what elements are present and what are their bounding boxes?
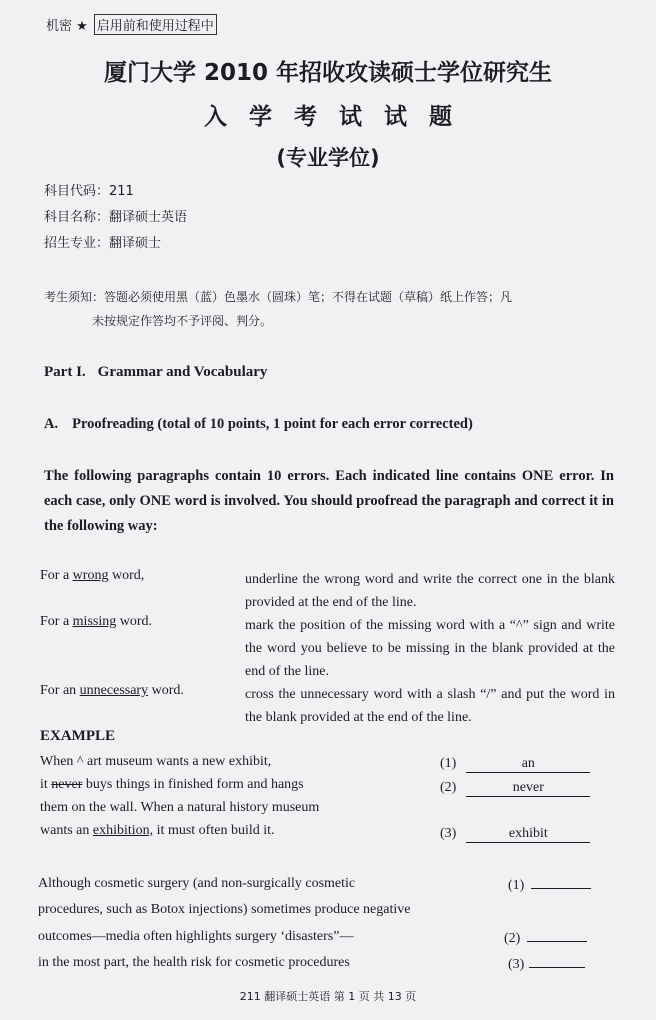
answer-number: (2) xyxy=(504,931,521,946)
example-answer-1 xyxy=(440,754,590,773)
example-line-1: When ^ art museum wants a new exhibit, xyxy=(40,754,272,769)
part-heading xyxy=(44,364,267,381)
part-title: Grammar and Vocabulary xyxy=(97,364,268,380)
example-line-4 xyxy=(40,823,275,839)
example-text: it must often build it. xyxy=(153,823,275,838)
candidate-notice xyxy=(44,285,624,333)
confidential-label: 机密 ★ xyxy=(46,19,88,34)
example-text: it xyxy=(40,777,52,792)
page-footer: 211 翻译硕士英语 第 1 页 共 13 页 xyxy=(239,990,417,1003)
struck-word: never xyxy=(51,777,83,792)
rule-keyword: unnecessary xyxy=(79,683,149,698)
rule-label-prefix: For a xyxy=(40,614,73,629)
example-heading: EXAMPLE xyxy=(40,728,115,744)
enrollment-major: 招生专业：翻译硕士 xyxy=(44,236,162,251)
example-answer-3 xyxy=(440,824,590,843)
rule-keyword: wrong xyxy=(72,568,109,583)
notice-line-1: 考生须知：答题必须使用黑（蓝）色墨水（圆珠）笔；不得在试题（草稿）纸上作答；凡 xyxy=(44,290,513,304)
passage-line-1: Although cosmetic surgery (and non-surgically cosmetic xyxy=(38,876,356,891)
confidential-header xyxy=(46,14,217,35)
section-letter: A. xyxy=(44,416,59,432)
notice-line-2: 未按规定作答均不予评阅、判分。 xyxy=(92,314,273,328)
answer-number: (3) xyxy=(508,957,525,972)
rule-label-wrong xyxy=(40,568,144,584)
underlined-word: exhibition, xyxy=(92,823,154,838)
rule-desc-missing: mark the position of the missing word with a “^” sign and write the word you believe to be missing in the blank provided at the end of the line. xyxy=(245,618,615,679)
example-line-2 xyxy=(40,777,304,793)
rule-label-prefix: For a xyxy=(40,568,73,583)
rule-label-suffix: word. xyxy=(148,683,184,698)
rule-keyword: missing xyxy=(72,614,117,629)
passage-line-2: procedures, such as Botox injections) sometimes produce negative xyxy=(38,902,411,917)
rule-label-missing xyxy=(40,614,152,630)
section-title: Proofreading (total of 10 points, 1 point for each error corrected) xyxy=(72,416,473,432)
answer-number: (2) xyxy=(440,780,457,795)
answer-slot-2 xyxy=(504,929,587,947)
example-answer-2 xyxy=(440,778,590,797)
passage-line-4: in the most part, the health risk for cosmetic procedures xyxy=(38,955,350,970)
rule-desc-unnecessary: cross the unnecessary word with a slash “/” and put the word in the blank provided at the end of the line. xyxy=(245,687,615,725)
answer-blank: never xyxy=(466,779,590,797)
answer-number: (3) xyxy=(440,826,457,841)
part-number: Part I. xyxy=(44,364,86,380)
answer-number: (1) xyxy=(508,878,525,893)
answer-slot-3 xyxy=(508,955,585,973)
degree-type: (专业学位) xyxy=(276,146,380,170)
answer-number: (1) xyxy=(440,756,457,771)
subject-name: 科目名称：翻译硕士英语 xyxy=(44,210,188,225)
rule-label-suffix: word. xyxy=(116,614,153,629)
usage-stamp: 启用前和使用过程中 xyxy=(94,14,217,35)
answer-slot-1 xyxy=(508,876,591,894)
example-line-3: them on the wall. When a natural history museum xyxy=(40,800,320,815)
example-text: buys things in finished form and hangs xyxy=(82,777,304,792)
rule-desc-wrong: underline the wrong word and write the correct one in the blank provided at the end of the line. xyxy=(245,572,615,610)
subject-code: 科目代码：211 xyxy=(44,184,134,199)
rule-label-suffix: word, xyxy=(108,568,145,583)
example-text: wants an xyxy=(40,823,93,838)
section-heading xyxy=(44,416,473,433)
answer-blank: exhibit xyxy=(466,825,590,843)
answer-blank[interactable] xyxy=(531,888,591,889)
exam-title: 厦门大学 2010 年招收攻读硕士学位研究生 xyxy=(103,60,553,86)
answer-blank[interactable] xyxy=(527,941,587,942)
passage-line-3: outcomes—media often highlights surgery ‘disasters”— xyxy=(38,929,354,944)
instructions-paragraph: The following paragraphs contain 10 errors. Each indicated line contains ONE error. In each case, only ONE word is involved. You should proofread the paragraph and correct it in the following way: xyxy=(44,468,614,534)
rule-label-prefix: For an xyxy=(40,683,80,698)
rule-label-unnecessary xyxy=(40,683,184,699)
answer-blank[interactable] xyxy=(529,967,585,968)
exam-subtitle: 入学考试试题 xyxy=(204,104,474,130)
answer-blank: an xyxy=(466,755,590,773)
